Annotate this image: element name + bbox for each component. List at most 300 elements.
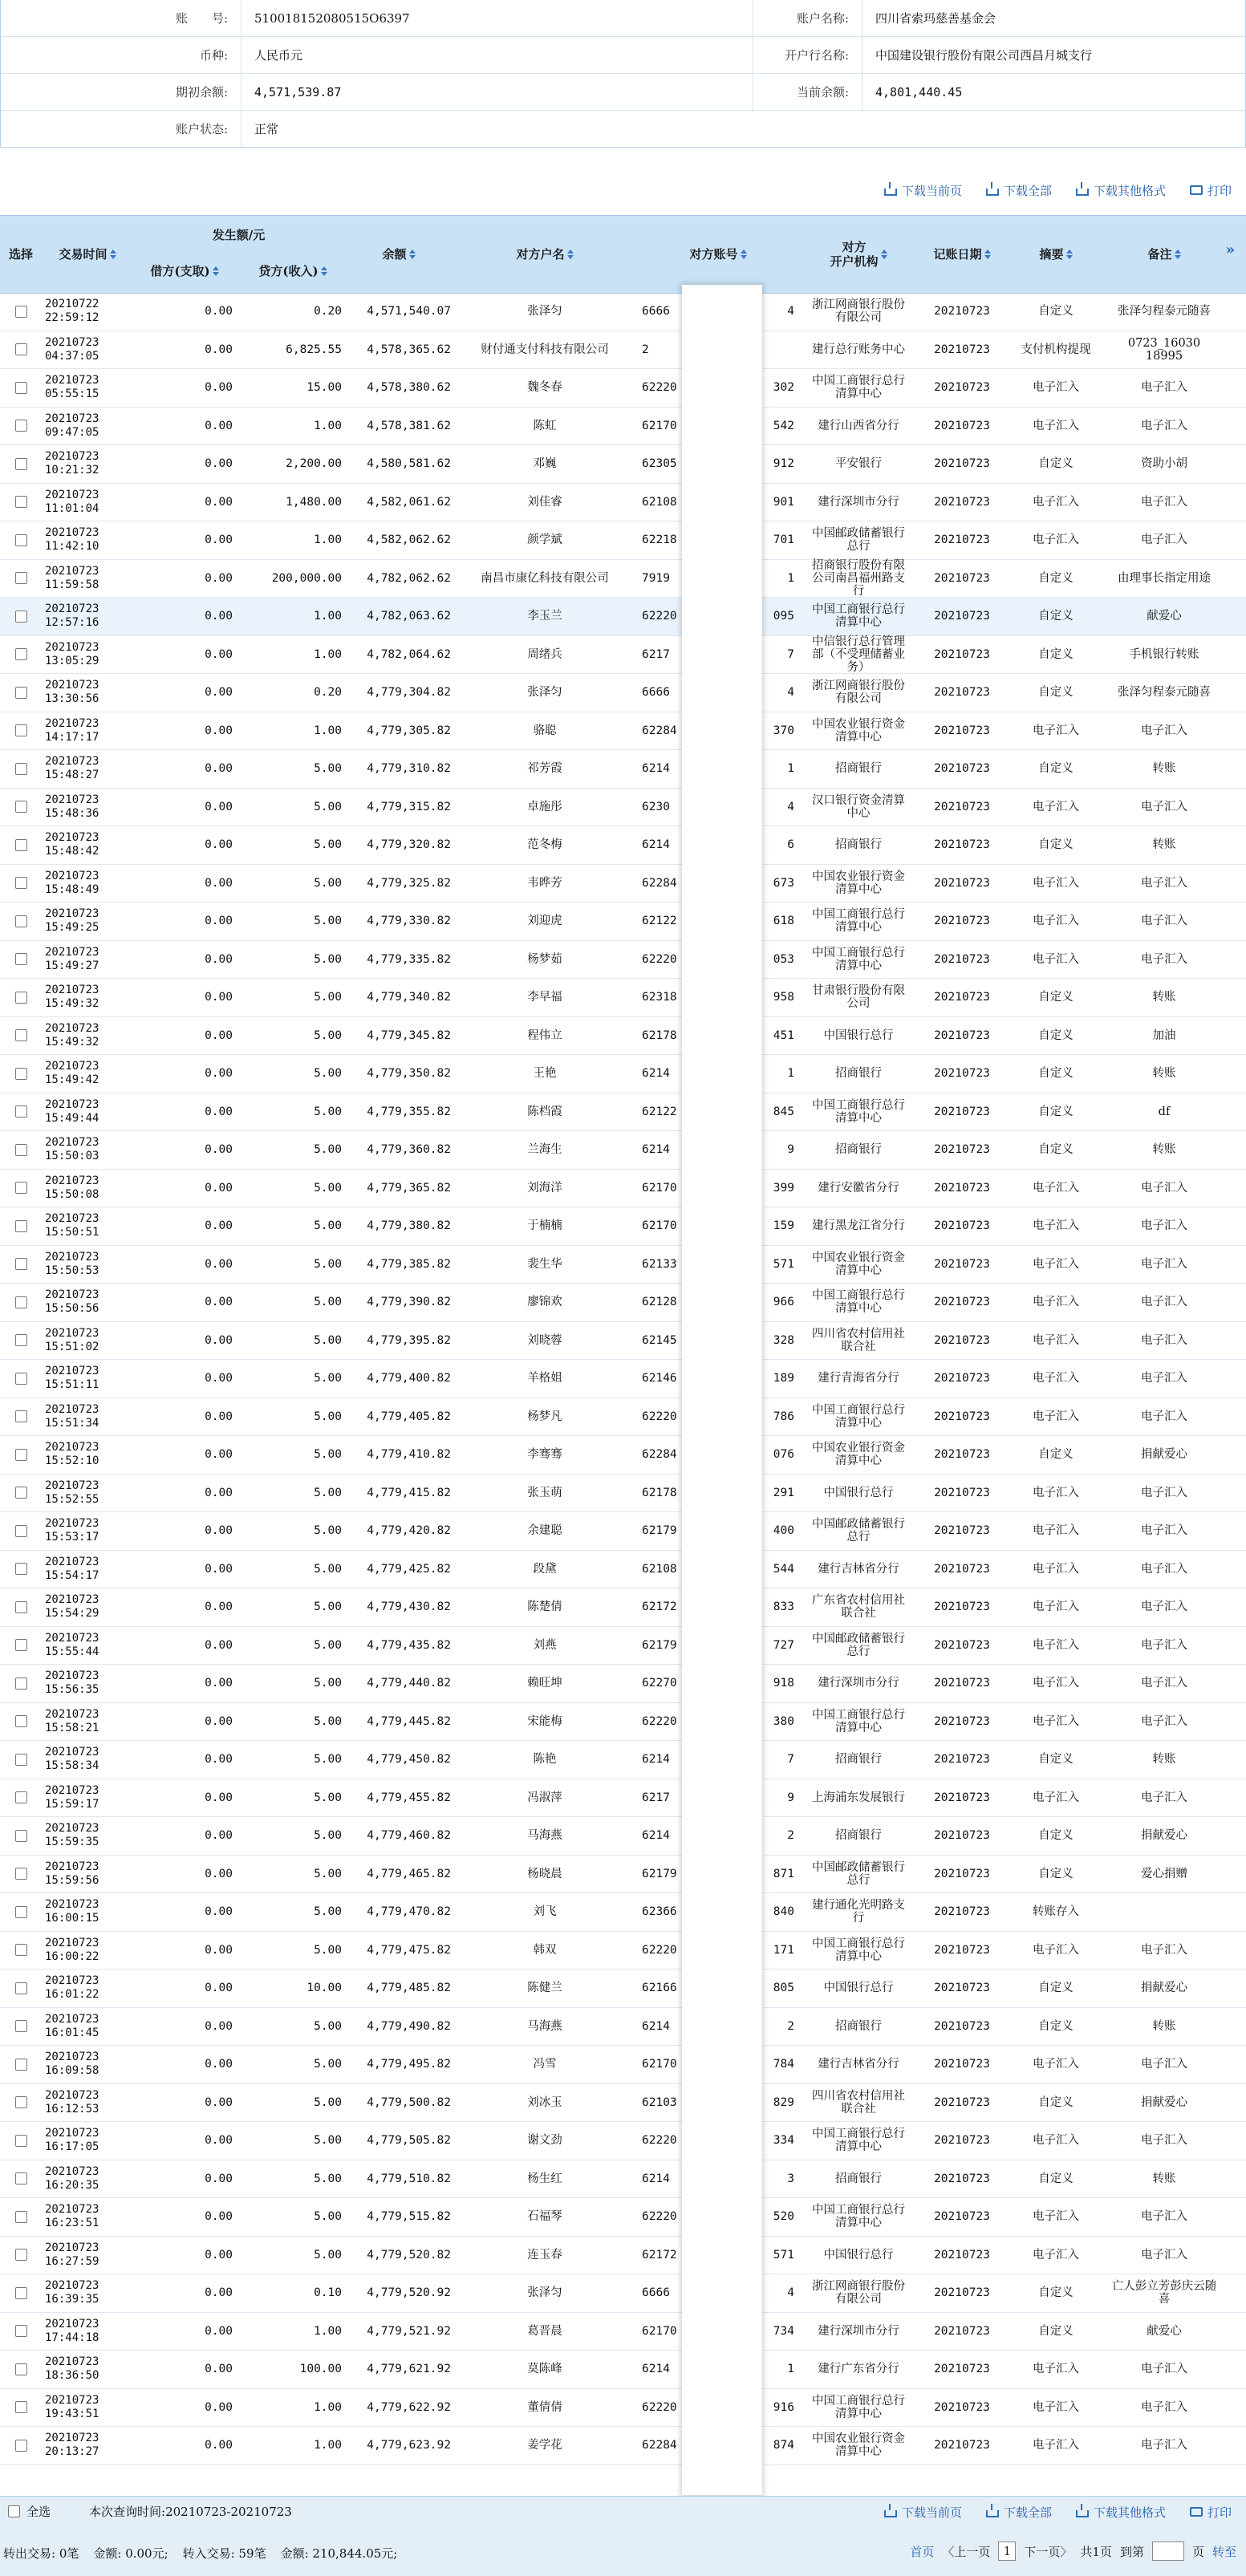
counter-bank-cell: 平安银行 bbox=[835, 457, 882, 471]
download-all-button[interactable]: 下载全部 bbox=[986, 2504, 1052, 2521]
book-date-cell: 20210723 bbox=[934, 1333, 990, 1347]
download-other-button[interactable]: 下载其他格式 bbox=[1076, 2504, 1166, 2521]
counter-bank-cell: 中国农业银行资金清算中心 bbox=[812, 870, 905, 896]
row-checkbox[interactable] bbox=[15, 1487, 27, 1499]
row-checkbox[interactable] bbox=[15, 915, 27, 927]
counter-acct-right: 571 bbox=[773, 2248, 794, 2262]
currency-value: 人民币元 bbox=[241, 37, 753, 73]
table-row[interactable] bbox=[0, 1551, 1246, 1589]
counter-name-cell: 杨生红 bbox=[527, 2172, 562, 2185]
table-row[interactable] bbox=[0, 1436, 1246, 1475]
trans-date: 20210723 bbox=[45, 793, 99, 806]
row-checkbox[interactable] bbox=[15, 1639, 27, 1651]
row-checkbox[interactable] bbox=[15, 1677, 27, 1690]
summary-cell: 自定义 bbox=[1038, 2324, 1074, 2338]
table-row[interactable] bbox=[0, 1627, 1246, 1665]
balance-cell: 4,779,345.82 bbox=[367, 1028, 451, 1042]
row-checkbox[interactable] bbox=[15, 2325, 27, 2337]
row-select bbox=[0, 789, 42, 826]
table-row[interactable] bbox=[0, 674, 1246, 712]
trans-clock: 19:43:51 bbox=[45, 2407, 99, 2420]
remark-cell: 电子汇入 bbox=[1141, 1257, 1187, 1271]
counter-bank-cell: 建行安徽省分行 bbox=[818, 1181, 899, 1195]
trans-clock: 15:52:55 bbox=[45, 1492, 99, 1506]
download-all-button[interactable]: 下载全部 bbox=[986, 182, 1052, 199]
counter-acct-right: 786 bbox=[773, 1410, 794, 1423]
book-date-cell: 20210723 bbox=[934, 1982, 990, 1995]
book-date-cell: 20210723 bbox=[934, 2400, 990, 2414]
counter-bank-cell: 中国银行总行 bbox=[823, 1028, 894, 1042]
row-checkbox[interactable] bbox=[15, 458, 27, 470]
row-select bbox=[0, 2389, 42, 2427]
credit-cell: 5.00 bbox=[314, 1600, 342, 1614]
row-checkbox[interactable] bbox=[15, 1715, 27, 1727]
credit-cell: 5.00 bbox=[314, 2019, 342, 2033]
debit-cell: 0.00 bbox=[205, 2324, 233, 2338]
time-cell bbox=[45, 1398, 130, 1436]
trans-date: 20210723 bbox=[45, 2164, 99, 2178]
book-date-cell: 20210723 bbox=[934, 1600, 990, 1614]
row-checkbox[interactable] bbox=[15, 1144, 27, 1156]
table-row[interactable] bbox=[0, 1779, 1246, 1818]
row-checkbox[interactable] bbox=[15, 1982, 27, 1994]
table-row[interactable] bbox=[0, 1170, 1246, 1208]
trans-clock: 11:59:58 bbox=[45, 578, 99, 591]
counter-name-cell: 姜学花 bbox=[527, 2439, 562, 2452]
row-checkbox[interactable] bbox=[15, 1754, 27, 1766]
table-row[interactable] bbox=[0, 2008, 1246, 2047]
header-time[interactable]: 交易时间 bbox=[45, 216, 130, 293]
table-row[interactable] bbox=[0, 1360, 1246, 1398]
jump-button[interactable]: 转至 bbox=[1212, 2544, 1236, 2559]
book-date-cell: 20210723 bbox=[934, 1943, 990, 1957]
row-select bbox=[0, 1398, 42, 1436]
table-row[interactable] bbox=[0, 1284, 1246, 1322]
remark-cell: 电子汇入 bbox=[1141, 495, 1187, 509]
table-row[interactable] bbox=[0, 2274, 1246, 2313]
trans-date: 20210723 bbox=[45, 1593, 99, 1607]
row-select bbox=[0, 2122, 42, 2160]
counter-name-cell: 邓巍 bbox=[533, 457, 557, 471]
row-checkbox[interactable] bbox=[15, 877, 27, 889]
prev-page-link[interactable]: 〈上一页 bbox=[942, 2544, 991, 2559]
row-checkbox[interactable] bbox=[15, 1944, 27, 1956]
table-row[interactable] bbox=[0, 903, 1246, 941]
table-row[interactable] bbox=[0, 2122, 1246, 2160]
credit-cell: 5.00 bbox=[314, 1410, 342, 1423]
row-checkbox[interactable] bbox=[15, 1868, 27, 1880]
balance-cell: 4,779,622.92 bbox=[367, 2400, 451, 2414]
time-cell bbox=[45, 2427, 130, 2464]
trans-clock: 15:49:42 bbox=[45, 1073, 99, 1087]
remark-cell: 电子汇入 bbox=[1141, 724, 1187, 737]
table-row[interactable] bbox=[0, 521, 1246, 560]
summary-cell: 电子汇入 bbox=[1033, 1181, 1079, 1195]
trans-clock: 15:59:35 bbox=[45, 1836, 99, 1849]
header-counter-acct[interactable]: 对方账号 bbox=[642, 216, 794, 293]
first-page-link[interactable]: 首页 bbox=[910, 2544, 935, 2559]
summary-cell: 电子汇入 bbox=[1033, 1714, 1079, 1728]
debit-cell: 0.00 bbox=[205, 1372, 233, 1385]
row-checkbox[interactable] bbox=[15, 306, 27, 318]
summary-cell: 电子汇入 bbox=[1033, 1372, 1079, 1385]
table-row[interactable] bbox=[0, 1970, 1246, 2008]
summary-cell: 电子汇入 bbox=[1033, 1638, 1079, 1652]
row-checkbox[interactable] bbox=[15, 724, 27, 736]
summary-cell: 电子汇入 bbox=[1033, 533, 1079, 547]
table-row[interactable] bbox=[0, 712, 1246, 751]
row-checkbox[interactable] bbox=[15, 1525, 27, 1537]
trans-date: 20210723 bbox=[45, 335, 99, 349]
credit-cell: 5.00 bbox=[314, 2134, 342, 2148]
table-row[interactable] bbox=[0, 1093, 1246, 1132]
counter-acct-right: 302 bbox=[773, 381, 794, 395]
row-select bbox=[0, 2427, 42, 2464]
counter-acct-right: 1 bbox=[787, 571, 794, 585]
balance-cell: 4,779,623.92 bbox=[367, 2439, 451, 2452]
trans-clock: 20:13:27 bbox=[45, 2445, 99, 2459]
credit-cell: 1.00 bbox=[314, 724, 342, 737]
row-checkbox[interactable] bbox=[15, 1373, 27, 1385]
credit-cell: 5.00 bbox=[314, 1219, 342, 1233]
balance-cell: 4,779,475.82 bbox=[367, 1943, 451, 1957]
remark-cell: 电子汇入 bbox=[1141, 876, 1187, 890]
table-row[interactable] bbox=[0, 2084, 1246, 2123]
row-checkbox[interactable] bbox=[15, 801, 27, 813]
row-checkbox[interactable] bbox=[15, 1601, 27, 1613]
book-date-cell: 20210723 bbox=[934, 2172, 990, 2185]
counter-name-cell: 刘晓蓉 bbox=[527, 1333, 562, 1347]
table-row[interactable] bbox=[0, 1932, 1246, 1970]
row-checkbox[interactable] bbox=[15, 1563, 27, 1575]
table-row[interactable] bbox=[0, 750, 1246, 789]
header-counter-name[interactable]: 对方户名 bbox=[459, 216, 631, 293]
book-date-cell: 20210723 bbox=[934, 1181, 990, 1195]
transaction-table-body bbox=[0, 293, 1246, 2465]
table-row[interactable] bbox=[0, 1246, 1246, 1284]
counter-acct-right: 7 bbox=[787, 1753, 794, 1767]
table-row[interactable] bbox=[0, 598, 1246, 636]
row-checkbox[interactable] bbox=[15, 1410, 27, 1422]
download-other-button[interactable]: 下载其他格式 bbox=[1076, 182, 1166, 199]
trans-date: 20210723 bbox=[45, 2279, 99, 2293]
download-page-button[interactable]: 下载当前页 bbox=[884, 2504, 962, 2521]
summary-cell: 自定义 bbox=[1038, 305, 1074, 318]
trans-date: 20210723 bbox=[45, 374, 99, 387]
row-checkbox[interactable] bbox=[15, 2363, 27, 2375]
counter-name-cell: 祁芳霞 bbox=[527, 762, 562, 776]
remark-cell: 手机银行转账 bbox=[1129, 647, 1199, 661]
counter-acct-right: 918 bbox=[773, 1677, 794, 1690]
table-row[interactable] bbox=[0, 826, 1246, 865]
time-cell bbox=[45, 1207, 130, 1245]
table-row[interactable] bbox=[0, 1893, 1246, 1932]
balance-cell: 4,779,520.82 bbox=[367, 2248, 451, 2262]
trans-date: 20210723 bbox=[45, 1936, 99, 1949]
row-checkbox[interactable] bbox=[15, 839, 27, 851]
trans-clock: 15:49:32 bbox=[45, 1035, 99, 1049]
row-checkbox[interactable] bbox=[15, 611, 27, 623]
trans-date: 20210723 bbox=[45, 945, 99, 959]
time-cell bbox=[45, 1246, 130, 1284]
time-cell bbox=[45, 1284, 130, 1321]
counter-acct-left: 6217 bbox=[642, 647, 670, 661]
row-checkbox[interactable] bbox=[15, 2020, 27, 2032]
table-row[interactable] bbox=[0, 789, 1246, 827]
book-date-cell: 20210723 bbox=[934, 800, 990, 813]
counter-acct-right: 159 bbox=[773, 1219, 794, 1233]
trans-clock: 14:17:17 bbox=[45, 730, 99, 744]
table-row[interactable] bbox=[0, 1398, 1246, 1437]
balance-cell: 4,578,380.62 bbox=[367, 381, 451, 395]
table-row[interactable] bbox=[0, 2389, 1246, 2428]
select-all-checkbox[interactable] bbox=[8, 2505, 20, 2517]
row-checkbox[interactable] bbox=[15, 2287, 27, 2299]
table-row[interactable] bbox=[0, 2313, 1246, 2351]
book-date-cell: 20210723 bbox=[934, 1067, 990, 1081]
download-icon bbox=[986, 2510, 999, 2517]
row-checkbox[interactable] bbox=[15, 2211, 27, 2223]
counter-bank-cell: 中国工商银行总行清算中心 bbox=[812, 2128, 905, 2154]
header-counter-bank[interactable]: 对方 开户机构 bbox=[809, 216, 908, 293]
table-row[interactable] bbox=[0, 2427, 1246, 2465]
book-date-cell: 20210723 bbox=[934, 2134, 990, 2148]
counter-name-cell: 张泽匀 bbox=[527, 2286, 562, 2300]
counter-bank-cell: 中国银行总行 bbox=[823, 2248, 894, 2262]
debit-cell: 0.00 bbox=[205, 1562, 233, 1576]
balance-cell: 4,779,360.82 bbox=[367, 1143, 451, 1157]
time-cell bbox=[45, 331, 130, 369]
table-row[interactable] bbox=[0, 2198, 1246, 2237]
time-cell bbox=[45, 789, 130, 826]
balance-cell: 4,779,455.82 bbox=[367, 1791, 451, 1804]
row-checkbox[interactable] bbox=[15, 382, 27, 394]
row-checkbox[interactable] bbox=[15, 2135, 27, 2147]
row-checkbox[interactable] bbox=[15, 420, 27, 432]
counter-acct-left: 62170 bbox=[642, 2058, 677, 2071]
credit-cell: 5.00 bbox=[314, 876, 342, 890]
table-row[interactable] bbox=[0, 560, 1246, 598]
book-date-cell: 20210723 bbox=[934, 1296, 990, 1309]
header-remark[interactable]: 备注 bbox=[1109, 216, 1220, 293]
row-select bbox=[0, 1322, 42, 1360]
trans-date: 20210723 bbox=[45, 984, 99, 997]
counter-bank-cell: 建行吉林省分行 bbox=[818, 2058, 899, 2071]
counter-name-cell: 刘海洋 bbox=[527, 1181, 562, 1195]
goto-page-input[interactable] bbox=[1152, 2542, 1184, 2561]
row-checkbox[interactable] bbox=[15, 648, 27, 660]
row-checkbox[interactable] bbox=[15, 1906, 27, 1918]
trans-clock: 16:01:22 bbox=[45, 1988, 99, 2002]
counter-acct-left: 62284 bbox=[642, 724, 677, 737]
trans-date: 20210723 bbox=[45, 2241, 99, 2254]
sort-icon bbox=[881, 249, 887, 259]
table-row[interactable] bbox=[0, 2351, 1246, 2389]
row-checkbox[interactable] bbox=[15, 2059, 27, 2071]
row-checkbox[interactable] bbox=[15, 953, 27, 965]
table-row[interactable] bbox=[0, 1322, 1246, 1361]
row-checkbox[interactable] bbox=[15, 2249, 27, 2261]
counter-name-cell: 魏冬春 bbox=[527, 381, 562, 395]
table-row[interactable] bbox=[0, 2160, 1246, 2199]
sort-icon bbox=[1066, 249, 1073, 259]
table-row[interactable] bbox=[0, 484, 1246, 522]
time-cell bbox=[45, 750, 130, 788]
table-row[interactable] bbox=[0, 2046, 1246, 2084]
counter-bank-cell: 中国工商银行总行清算中心 bbox=[812, 1403, 905, 1430]
current-page[interactable]: 1 bbox=[998, 2542, 1016, 2561]
table-row[interactable] bbox=[0, 2237, 1246, 2275]
table-row[interactable] bbox=[0, 331, 1246, 370]
balance-cell: 4,779,415.82 bbox=[367, 1486, 451, 1499]
row-checkbox[interactable] bbox=[15, 1449, 27, 1461]
row-checkbox[interactable] bbox=[15, 1830, 27, 1842]
credit-cell: 5.00 bbox=[314, 991, 342, 1004]
book-date-cell: 20210723 bbox=[934, 343, 990, 356]
balance-cell: 4,779,390.82 bbox=[367, 1296, 451, 1309]
balance-cell: 4,578,365.62 bbox=[367, 343, 451, 356]
table-row[interactable] bbox=[0, 1055, 1246, 1093]
credit-cell: 5.00 bbox=[314, 762, 342, 776]
table-row[interactable] bbox=[0, 1703, 1246, 1742]
row-checkbox[interactable] bbox=[15, 343, 27, 355]
debit-cell: 0.00 bbox=[205, 419, 233, 432]
row-checkbox[interactable] bbox=[15, 2096, 27, 2108]
goto-label: 到第 bbox=[1119, 2544, 1144, 2559]
remark-cell: 电子汇入 bbox=[1141, 1486, 1187, 1499]
row-checkbox[interactable] bbox=[15, 992, 27, 1004]
balance-cell: 4,779,515.82 bbox=[367, 2210, 451, 2224]
header-summary[interactable]: 摘要 bbox=[1013, 216, 1099, 293]
row-select bbox=[0, 2008, 42, 2046]
trans-date: 20210723 bbox=[45, 564, 99, 578]
trans-clock: 18:36:50 bbox=[45, 2369, 99, 2383]
counter-name-cell: 骆聪 bbox=[533, 724, 557, 737]
sort-icon bbox=[741, 249, 747, 259]
row-select bbox=[0, 903, 42, 940]
debit-cell: 0.00 bbox=[205, 952, 233, 966]
trans-date: 20210723 bbox=[45, 412, 99, 425]
download-page-button[interactable]: 下载当前页 bbox=[884, 182, 962, 199]
table-row[interactable] bbox=[0, 1817, 1246, 1856]
row-checkbox[interactable] bbox=[15, 1105, 27, 1118]
table-row[interactable] bbox=[0, 369, 1246, 408]
row-checkbox[interactable] bbox=[15, 687, 27, 699]
counter-name-cell: 李玉兰 bbox=[527, 610, 562, 623]
table-row[interactable] bbox=[0, 1856, 1246, 1894]
table-row[interactable] bbox=[0, 1475, 1246, 1513]
row-select bbox=[0, 2160, 42, 2198]
row-checkbox[interactable] bbox=[15, 534, 27, 546]
book-date-cell: 20210723 bbox=[934, 1791, 990, 1804]
table-row[interactable] bbox=[0, 1665, 1246, 1703]
expand-columns-icon[interactable]: » bbox=[1225, 241, 1235, 258]
next-page-link[interactable]: 下一页〉 bbox=[1024, 2544, 1073, 2559]
balance-cell: 4,779,520.92 bbox=[367, 2286, 451, 2300]
row-select bbox=[0, 1017, 42, 1055]
print-button[interactable]: 打印 bbox=[1190, 182, 1232, 199]
debit-cell: 0.00 bbox=[205, 1486, 233, 1499]
book-date-cell: 20210723 bbox=[934, 1905, 990, 1919]
balance-cell: 4,578,381.62 bbox=[367, 419, 451, 432]
table-row[interactable] bbox=[0, 1207, 1246, 1246]
table-row[interactable] bbox=[0, 941, 1246, 980]
row-checkbox[interactable] bbox=[15, 1258, 27, 1270]
row-checkbox[interactable] bbox=[15, 1296, 27, 1308]
table-row[interactable] bbox=[0, 979, 1246, 1017]
row-checkbox[interactable] bbox=[15, 1791, 27, 1803]
table-row[interactable] bbox=[0, 1512, 1246, 1551]
row-select bbox=[0, 1741, 42, 1779]
header-book-date[interactable]: 记账日期 bbox=[918, 216, 1006, 293]
table-row[interactable] bbox=[0, 1131, 1246, 1170]
summary-cell: 电子汇入 bbox=[1033, 2058, 1079, 2071]
row-checkbox[interactable] bbox=[15, 2172, 27, 2185]
summary-cell: 电子汇入 bbox=[1033, 2439, 1079, 2452]
row-checkbox[interactable] bbox=[15, 572, 27, 584]
counter-bank-cell: 建行总行账务中心 bbox=[812, 343, 905, 356]
row-checkbox[interactable] bbox=[15, 2440, 27, 2452]
table-row[interactable] bbox=[0, 636, 1246, 675]
time-cell bbox=[45, 1475, 130, 1512]
header-debit[interactable]: 借方(支取) bbox=[132, 253, 237, 290]
row-select bbox=[0, 1588, 42, 1626]
pagination bbox=[910, 2542, 1236, 2561]
debit-cell: 0.00 bbox=[205, 1524, 233, 1538]
row-checkbox[interactable] bbox=[15, 1068, 27, 1080]
credit-cell: 5.00 bbox=[314, 1905, 342, 1919]
print-button[interactable]: 打印 bbox=[1190, 2504, 1232, 2521]
row-checkbox[interactable] bbox=[15, 763, 27, 775]
download-icon bbox=[1076, 189, 1089, 196]
table-row[interactable] bbox=[0, 865, 1246, 903]
counter-acct-left: 62218 bbox=[642, 533, 677, 547]
remark-cell: 电子汇入 bbox=[1141, 381, 1187, 395]
credit-cell: 1.00 bbox=[314, 419, 342, 432]
counter-acct-right: 912 bbox=[773, 457, 794, 471]
row-checkbox[interactable] bbox=[15, 1182, 27, 1194]
counter-name-cell: 李骞骞 bbox=[527, 1448, 562, 1462]
table-row[interactable] bbox=[0, 445, 1246, 484]
counter-acct-left: 62220 bbox=[642, 610, 677, 623]
row-select bbox=[0, 2351, 42, 2388]
credit-cell: 5.00 bbox=[314, 1562, 342, 1576]
trans-clock: 15:50:08 bbox=[45, 1187, 99, 1201]
balance-cell: 4,779,450.82 bbox=[367, 1753, 451, 1767]
summary-cell: 自定义 bbox=[1038, 2172, 1074, 2185]
summary-cell: 自定义 bbox=[1038, 1829, 1074, 1843]
table-row[interactable] bbox=[0, 1741, 1246, 1779]
row-checkbox[interactable] bbox=[15, 2401, 27, 2413]
row-checkbox[interactable] bbox=[15, 1334, 27, 1346]
header-credit[interactable]: 贷方(收入) bbox=[241, 253, 345, 290]
row-checkbox[interactable] bbox=[15, 1220, 27, 1232]
row-checkbox[interactable] bbox=[15, 496, 27, 508]
header-balance[interactable]: 余额 bbox=[347, 216, 451, 293]
trans-date: 20210723 bbox=[45, 1365, 99, 1378]
time-cell bbox=[45, 1093, 130, 1131]
row-checkbox[interactable] bbox=[15, 1029, 27, 1041]
summary-cell: 电子汇入 bbox=[1033, 1333, 1079, 1347]
table-row[interactable] bbox=[0, 408, 1246, 446]
table-row[interactable] bbox=[0, 293, 1246, 331]
book-date-cell: 20210723 bbox=[934, 419, 990, 432]
credit-cell: 5.00 bbox=[314, 915, 342, 928]
trans-date: 20210723 bbox=[45, 1517, 99, 1531]
counter-name-cell: 谢文劲 bbox=[527, 2134, 562, 2148]
table-row[interactable] bbox=[0, 1017, 1246, 1056]
table-row[interactable] bbox=[0, 1588, 1246, 1627]
